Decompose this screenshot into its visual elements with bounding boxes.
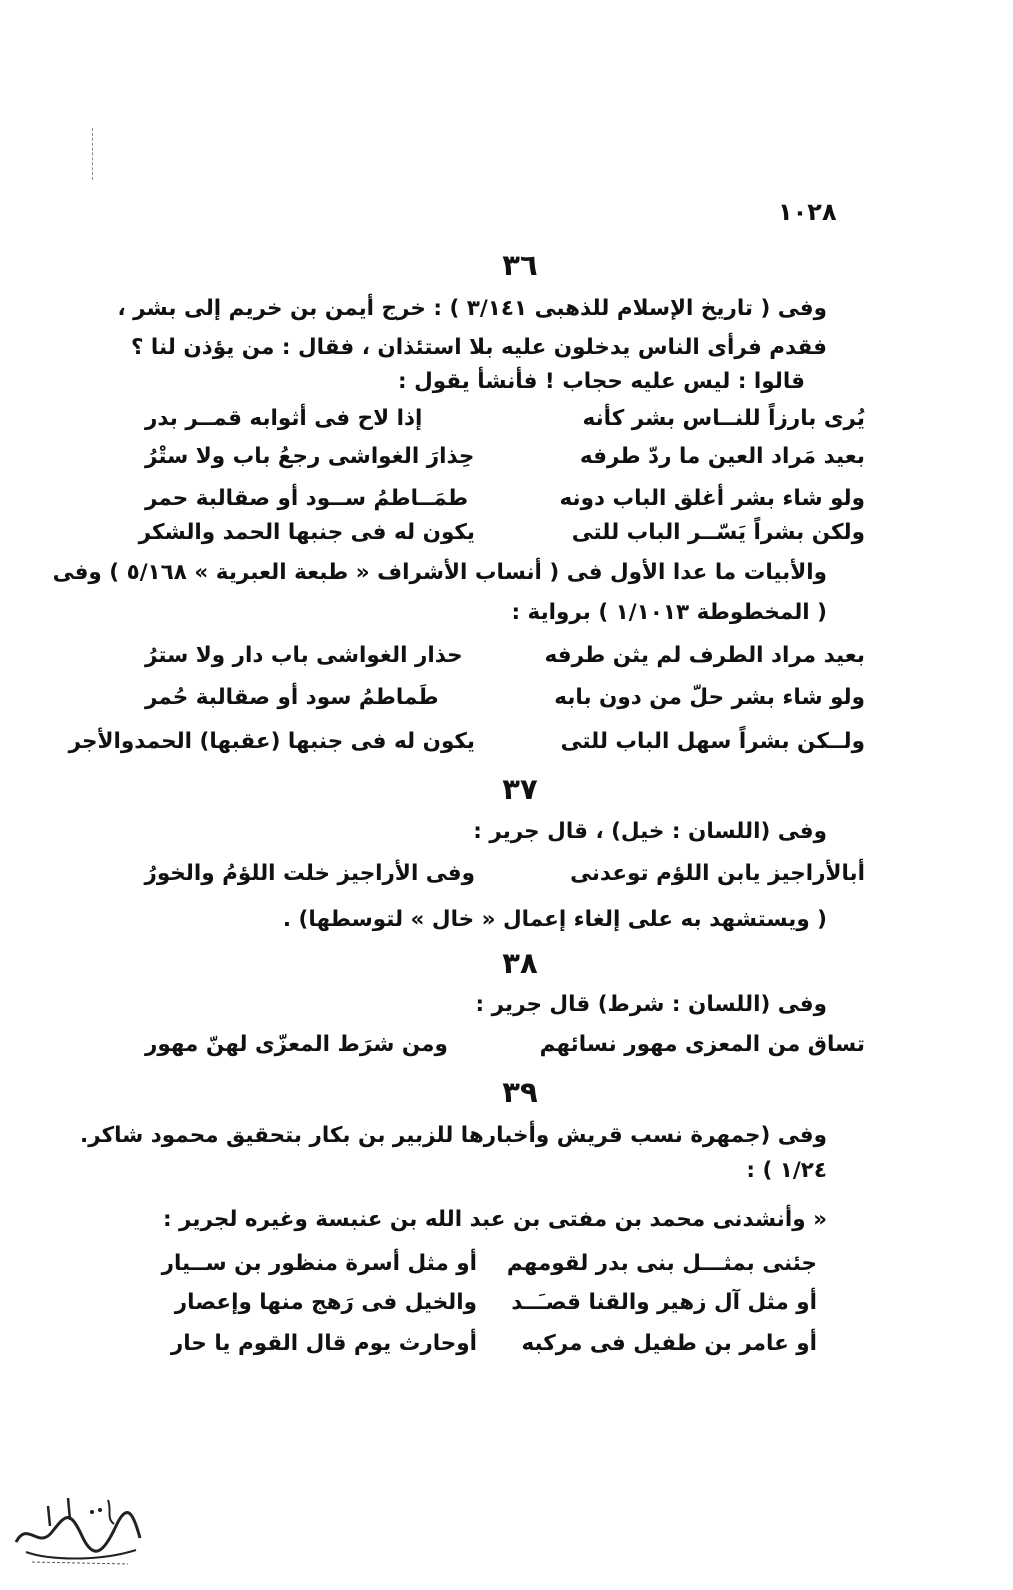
library-stamp-logo — [8, 1480, 148, 1570]
verse-second-hemistich: ومن شرَط المعزّى لهنّ مهور — [145, 1032, 448, 1057]
verse-first-hemistich: ولكن بشراً يَسّــر الباب للتى — [571, 520, 865, 545]
section-number-39: ٣٩ — [502, 1075, 538, 1109]
s36-paragraph-line-2: فقدم فرأى الناس يدخلون عليه بلا استئذان ، فقال : من يؤذن لنا ؟ — [130, 335, 827, 360]
s38-verse-1 — [145, 1030, 865, 1060]
s39-verse-2 — [174, 1288, 817, 1318]
page-number: ١٠٢٨ — [778, 198, 837, 226]
s36-paragraph-line-5: ( المخطوطة ١/١٠١٣ ) برواية : — [511, 600, 827, 625]
verse-second-hemistich: أوحارث يوم قال القوم يا حار — [170, 1331, 477, 1356]
verse-second-hemistich: يكون له فى جنبها الحمد والشكر — [138, 520, 475, 545]
s36-paragraph-line-3: قالوا : ليس عليه حجاب ! فأنشأ يقول : — [398, 369, 805, 394]
s36-verse-1 — [145, 404, 865, 434]
margin-scan-mark — [92, 128, 95, 180]
s39-verse-1 — [161, 1249, 817, 1279]
section-number-37: ٣٧ — [502, 772, 538, 806]
s39-paragraph-line-2: ١/٢٤ ) : — [746, 1158, 827, 1183]
s37-verse-1 — [145, 859, 865, 889]
verse-first-hemistich: ولــكن بشراً سهل الباب للتى — [560, 729, 865, 754]
verse-second-hemistich: حذار الغواشى باب دار ولا سترُ — [145, 643, 463, 668]
verse-first-hemistich: تساق من المعزى مهور نسائهم — [539, 1032, 865, 1057]
verse-first-hemistich: بعيد مراد الطرف لم يثن طرفه — [544, 643, 865, 668]
verse-first-hemistich: يُرى بارزاً للنــاس بشر كأنه — [582, 406, 865, 431]
verse-second-hemistich: والخيل فى رَهج منها وإعصار — [174, 1290, 477, 1315]
verse-first-hemistich: أو عامر بن طفيل فى مركبه — [521, 1331, 817, 1356]
s36-paragraph-line-1: وفى ( تاريخ الإسلام للذهبى ٣/١٤١ ) : خرج أيمن بن خريم إلى بشر ، — [117, 296, 827, 321]
s38-paragraph-line-1: وفى (اللسان : شرط) قال جرير : — [475, 992, 827, 1017]
verse-first-hemistich: جئنى بمثـــل بنى بدر لقومهم — [506, 1251, 817, 1276]
s36-verse-4 — [138, 518, 865, 548]
s37-paragraph-line-2: ( ويستشهد به على إلغاء إعمال « خال » لتوسطها) . — [282, 907, 827, 932]
section-number-36: ٣٦ — [502, 248, 538, 282]
section-number-38: ٣٨ — [502, 946, 538, 980]
s39-paragraph-line-1: وفى (جمهرة نسب قريش وأخبارها للزبير بن بكار بتحقيق محمود شاكر. — [80, 1123, 827, 1148]
s36-variant-verse-2 — [145, 683, 865, 713]
s36-paragraph-line-4: والأبيات ما عدا الأول فى ( أنساب الأشراف « طبعة العبرية » ٥/١٦٨ ) وفى — [52, 560, 827, 585]
s36-verse-3 — [145, 484, 865, 514]
s37-paragraph-line-1: وفى (اللسان : خيل) ، قال جرير : — [473, 819, 827, 844]
verse-first-hemistich: ولو شاء بشر حلّ من دون بابه — [554, 685, 865, 710]
s39-paragraph-line-3: « وأنشدنى محمد بن مفتى بن عبد الله بن عنبسة وغيره لجرير : — [162, 1207, 827, 1232]
s36-variant-verse-3 — [68, 727, 865, 757]
verse-first-hemistich: ولو شاء بشر أغلق الباب دونه — [559, 486, 865, 511]
s36-verse-2 — [145, 442, 865, 472]
verse-second-hemistich: طَماطمُ سود أو صقالبة حُمر — [145, 685, 439, 710]
verse-first-hemistich: بعيد مَراد العين ما ردّ طرفه — [579, 444, 865, 469]
verse-second-hemistich: طمَــاطمُ ســود أو صقالبة حمر — [145, 486, 469, 511]
s39-verse-3 — [170, 1329, 817, 1359]
verse-second-hemistich: حِذارَ الغواشى رجعُ باب ولا ستْرُ — [145, 444, 475, 469]
verse-second-hemistich: أو مثل أسرة منظور بن ســيار — [161, 1251, 477, 1276]
verse-second-hemistich: إذا لاح فى أثوابه قمــر بدر — [145, 406, 423, 431]
verse-first-hemistich: أو مثل آل زهير والقنا قصـَــد — [511, 1290, 817, 1315]
verse-second-hemistich: وفى الأراجيز خلت اللؤمُ والخورُ — [144, 861, 475, 886]
verse-first-hemistich: أبالأراجيز يابن اللؤم توعدنى — [570, 861, 865, 886]
verse-second-hemistich: يكون له فى جنبها (عقبها) الحمدوالأجر — [68, 729, 475, 754]
s36-variant-verse-1 — [145, 641, 865, 671]
